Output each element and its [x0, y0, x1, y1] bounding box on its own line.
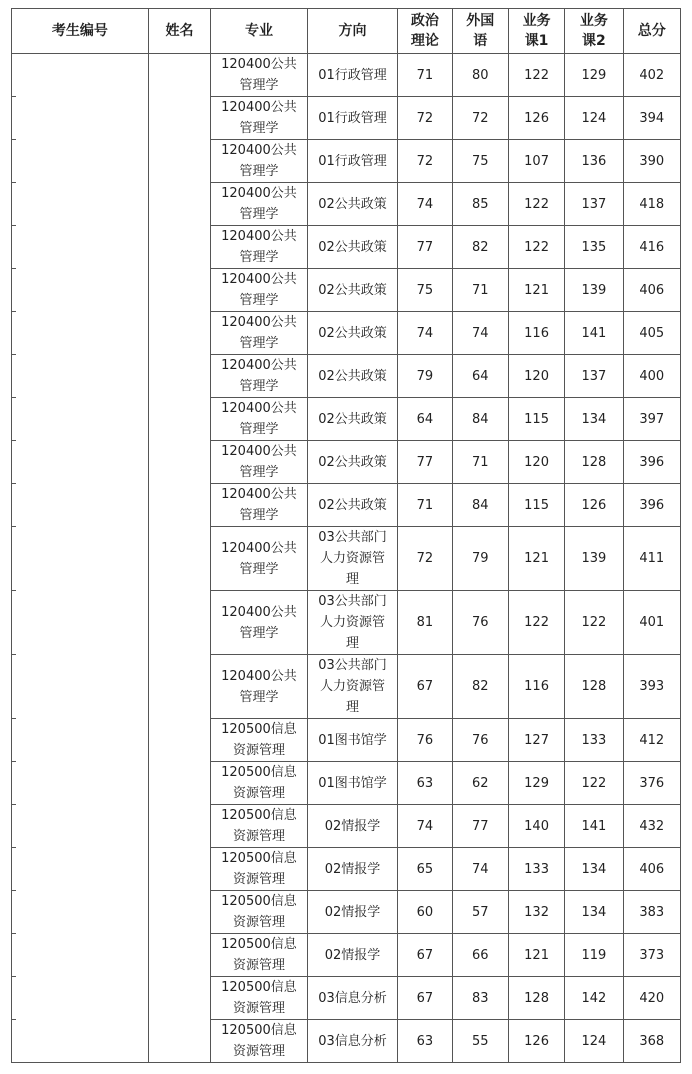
- major-cell: 120400公共 管理学: [211, 527, 308, 591]
- major-cell: 120400公共 管理学: [211, 355, 308, 398]
- row-tick: [11, 890, 16, 891]
- direction-cell: 02情报学: [307, 848, 398, 891]
- major-cell: 120400公共 管理学: [211, 269, 308, 312]
- course-2-score: 141: [565, 312, 623, 355]
- course-1-score: 126: [508, 1020, 564, 1063]
- direction-cell: 03公共部门 人力资源管 理: [307, 527, 398, 591]
- politics-score: 67: [398, 655, 452, 719]
- foreign-language-score: 74: [452, 848, 508, 891]
- course-2-score: 129: [565, 54, 623, 97]
- row-tick: [11, 440, 16, 441]
- course-1-score: 126: [508, 97, 564, 140]
- foreign-language-score: 55: [452, 1020, 508, 1063]
- major-cell: 120400公共 管理学: [211, 398, 308, 441]
- course-2-score: 128: [565, 441, 623, 484]
- politics-score: 71: [398, 54, 452, 97]
- politics-score: 64: [398, 398, 452, 441]
- total-score: 393: [623, 655, 680, 719]
- name-column: [148, 54, 210, 1063]
- course-1-score: 140: [508, 805, 564, 848]
- foreign-language-score: 72: [452, 97, 508, 140]
- total-score: 412: [623, 719, 680, 762]
- course-2-score: 137: [565, 183, 623, 226]
- politics-score: 67: [398, 977, 452, 1020]
- major-cell: 120500信息 资源管理: [211, 891, 308, 934]
- total-score: 411: [623, 527, 680, 591]
- course-1-score: 121: [508, 269, 564, 312]
- course-1-score: 121: [508, 527, 564, 591]
- foreign-language-score: 62: [452, 762, 508, 805]
- foreign-language-score: 66: [452, 934, 508, 977]
- course-1-score: 116: [508, 312, 564, 355]
- foreign-language-score: 85: [452, 183, 508, 226]
- major-cell: 120500信息 资源管理: [211, 805, 308, 848]
- row-tick: [11, 933, 16, 934]
- politics-score: 77: [398, 226, 452, 269]
- foreign-language-score: 74: [452, 312, 508, 355]
- course-1-score: 120: [508, 441, 564, 484]
- total-score: 368: [623, 1020, 680, 1063]
- total-score: 418: [623, 183, 680, 226]
- total-score: 406: [623, 848, 680, 891]
- row-tick: [11, 761, 16, 762]
- course-2-score: 142: [565, 977, 623, 1020]
- course-1-score: 122: [508, 226, 564, 269]
- direction-cell: 02公共政策: [307, 398, 398, 441]
- major-cell: 120400公共 管理学: [211, 591, 308, 655]
- row-tick: [11, 225, 16, 226]
- foreign-language-score: 77: [452, 805, 508, 848]
- foreign-language-score: 71: [452, 269, 508, 312]
- course-2-score: 134: [565, 848, 623, 891]
- politics-score: 74: [398, 805, 452, 848]
- direction-cell: 03信息分析: [307, 1020, 398, 1063]
- major-cell: 120400公共 管理学: [211, 54, 308, 97]
- politics-score: 76: [398, 719, 452, 762]
- course-1-score: 127: [508, 719, 564, 762]
- direction-cell: 01行政管理: [307, 97, 398, 140]
- course-1-score: 122: [508, 54, 564, 97]
- foreign-language-score: 71: [452, 441, 508, 484]
- politics-score: 77: [398, 441, 452, 484]
- direction-cell: 02公共政策: [307, 441, 398, 484]
- total-score: 406: [623, 269, 680, 312]
- politics-score: 60: [398, 891, 452, 934]
- row-tick: [11, 804, 16, 805]
- direction-cell: 02情报学: [307, 934, 398, 977]
- major-cell: 120500信息 资源管理: [211, 719, 308, 762]
- foreign-language-score: 83: [452, 977, 508, 1020]
- politics-score: 67: [398, 934, 452, 977]
- direction-cell: 02公共政策: [307, 269, 398, 312]
- header-name: 姓名: [148, 9, 210, 54]
- table-row: [12, 54, 681, 97]
- total-score: 373: [623, 934, 680, 977]
- header-course-2: 业务 课2: [565, 9, 623, 54]
- row-tick: [11, 96, 16, 97]
- total-score: 420: [623, 977, 680, 1020]
- course-1-score: 132: [508, 891, 564, 934]
- course-2-score: 139: [565, 527, 623, 591]
- politics-score: 75: [398, 269, 452, 312]
- foreign-language-score: 84: [452, 398, 508, 441]
- row-tick: [11, 718, 16, 719]
- course-2-score: 135: [565, 226, 623, 269]
- course-1-score: 120: [508, 355, 564, 398]
- header-foreign-language: 外国 语: [452, 9, 508, 54]
- foreign-language-score: 75: [452, 140, 508, 183]
- foreign-language-score: 76: [452, 719, 508, 762]
- direction-cell: 01行政管理: [307, 54, 398, 97]
- header-politics: 政治 理论: [398, 9, 452, 54]
- direction-cell: 02公共政策: [307, 312, 398, 355]
- total-score: 432: [623, 805, 680, 848]
- header-candidate-id: 考生编号: [12, 9, 149, 54]
- course-1-score: 115: [508, 398, 564, 441]
- foreign-language-score: 82: [452, 226, 508, 269]
- politics-score: 63: [398, 1020, 452, 1063]
- row-tick: [11, 397, 16, 398]
- total-score: 396: [623, 484, 680, 527]
- total-score: 400: [623, 355, 680, 398]
- major-cell: 120400公共 管理学: [211, 312, 308, 355]
- course-1-score: 121: [508, 934, 564, 977]
- header-major: 专业: [211, 9, 308, 54]
- major-cell: 120400公共 管理学: [211, 441, 308, 484]
- row-tick: [11, 182, 16, 183]
- course-2-score: 139: [565, 269, 623, 312]
- direction-cell: 02公共政策: [307, 484, 398, 527]
- header-row: [12, 9, 681, 54]
- foreign-language-score: 79: [452, 527, 508, 591]
- direction-cell: 02公共政策: [307, 183, 398, 226]
- course-2-score: 124: [565, 97, 623, 140]
- direction-cell: 01图书馆学: [307, 719, 398, 762]
- foreign-language-score: 57: [452, 891, 508, 934]
- politics-score: 65: [398, 848, 452, 891]
- header-total: 总分: [623, 9, 680, 54]
- direction-cell: 01图书馆学: [307, 762, 398, 805]
- major-cell: 120400公共 管理学: [211, 97, 308, 140]
- major-cell: 120400公共 管理学: [211, 183, 308, 226]
- total-score: 402: [623, 54, 680, 97]
- candidate-id-column: [12, 54, 149, 1063]
- direction-cell: 02情报学: [307, 891, 398, 934]
- row-tick: [11, 1062, 16, 1063]
- row-tick: [11, 139, 16, 140]
- direction-cell: 02公共政策: [307, 355, 398, 398]
- direction-cell: 01行政管理: [307, 140, 398, 183]
- direction-cell: 02情报学: [307, 805, 398, 848]
- row-tick: [11, 526, 16, 527]
- course-2-score: 128: [565, 655, 623, 719]
- course-2-score: 134: [565, 398, 623, 441]
- row-tick: [11, 847, 16, 848]
- course-1-score: 122: [508, 183, 564, 226]
- politics-score: 79: [398, 355, 452, 398]
- politics-score: 74: [398, 183, 452, 226]
- header-direction: 方向: [307, 9, 398, 54]
- direction-cell: 02公共政策: [307, 226, 398, 269]
- total-score: 394: [623, 97, 680, 140]
- direction-cell: 03公共部门 人力资源管 理: [307, 655, 398, 719]
- row-tick: [11, 354, 16, 355]
- course-2-score: 141: [565, 805, 623, 848]
- course-2-score: 122: [565, 762, 623, 805]
- foreign-language-score: 76: [452, 591, 508, 655]
- politics-score: 63: [398, 762, 452, 805]
- course-1-score: 133: [508, 848, 564, 891]
- major-cell: 120400公共 管理学: [211, 226, 308, 269]
- course-1-score: 116: [508, 655, 564, 719]
- total-score: 396: [623, 441, 680, 484]
- total-score: 416: [623, 226, 680, 269]
- course-1-score: 107: [508, 140, 564, 183]
- major-cell: 120400公共 管理学: [211, 655, 308, 719]
- course-2-score: 119: [565, 934, 623, 977]
- total-score: 390: [623, 140, 680, 183]
- course-1-score: 115: [508, 484, 564, 527]
- course-2-score: 122: [565, 591, 623, 655]
- row-tick: [11, 976, 16, 977]
- row-tick: [11, 654, 16, 655]
- row-tick: [11, 590, 16, 591]
- course-1-score: 128: [508, 977, 564, 1020]
- course-2-score: 124: [565, 1020, 623, 1063]
- foreign-language-score: 80: [452, 54, 508, 97]
- row-tick: [11, 483, 16, 484]
- major-cell: 120500信息 资源管理: [211, 977, 308, 1020]
- politics-score: 81: [398, 591, 452, 655]
- course-2-score: 136: [565, 140, 623, 183]
- direction-cell: 03信息分析: [307, 977, 398, 1020]
- row-tick: [11, 1019, 16, 1020]
- course-2-score: 137: [565, 355, 623, 398]
- course-2-score: 133: [565, 719, 623, 762]
- course-1-score: 122: [508, 591, 564, 655]
- major-cell: 120500信息 资源管理: [211, 934, 308, 977]
- major-cell: 120500信息 资源管理: [211, 762, 308, 805]
- score-table: [11, 8, 681, 1063]
- total-score: 383: [623, 891, 680, 934]
- politics-score: 74: [398, 312, 452, 355]
- foreign-language-score: 82: [452, 655, 508, 719]
- direction-cell: 03公共部门 人力资源管 理: [307, 591, 398, 655]
- major-cell: 120400公共 管理学: [211, 484, 308, 527]
- row-tick: [11, 311, 16, 312]
- politics-score: 72: [398, 97, 452, 140]
- total-score: 401: [623, 591, 680, 655]
- course-2-score: 134: [565, 891, 623, 934]
- major-cell: 120500信息 资源管理: [211, 1020, 308, 1063]
- total-score: 376: [623, 762, 680, 805]
- total-score: 405: [623, 312, 680, 355]
- politics-score: 72: [398, 527, 452, 591]
- header-course-1: 业务 课1: [508, 9, 564, 54]
- total-score: 397: [623, 398, 680, 441]
- foreign-language-score: 64: [452, 355, 508, 398]
- row-tick: [11, 268, 16, 269]
- major-cell: 120500信息 资源管理: [211, 848, 308, 891]
- course-2-score: 126: [565, 484, 623, 527]
- major-cell: 120400公共 管理学: [211, 140, 308, 183]
- politics-score: 72: [398, 140, 452, 183]
- course-1-score: 129: [508, 762, 564, 805]
- politics-score: 71: [398, 484, 452, 527]
- foreign-language-score: 84: [452, 484, 508, 527]
